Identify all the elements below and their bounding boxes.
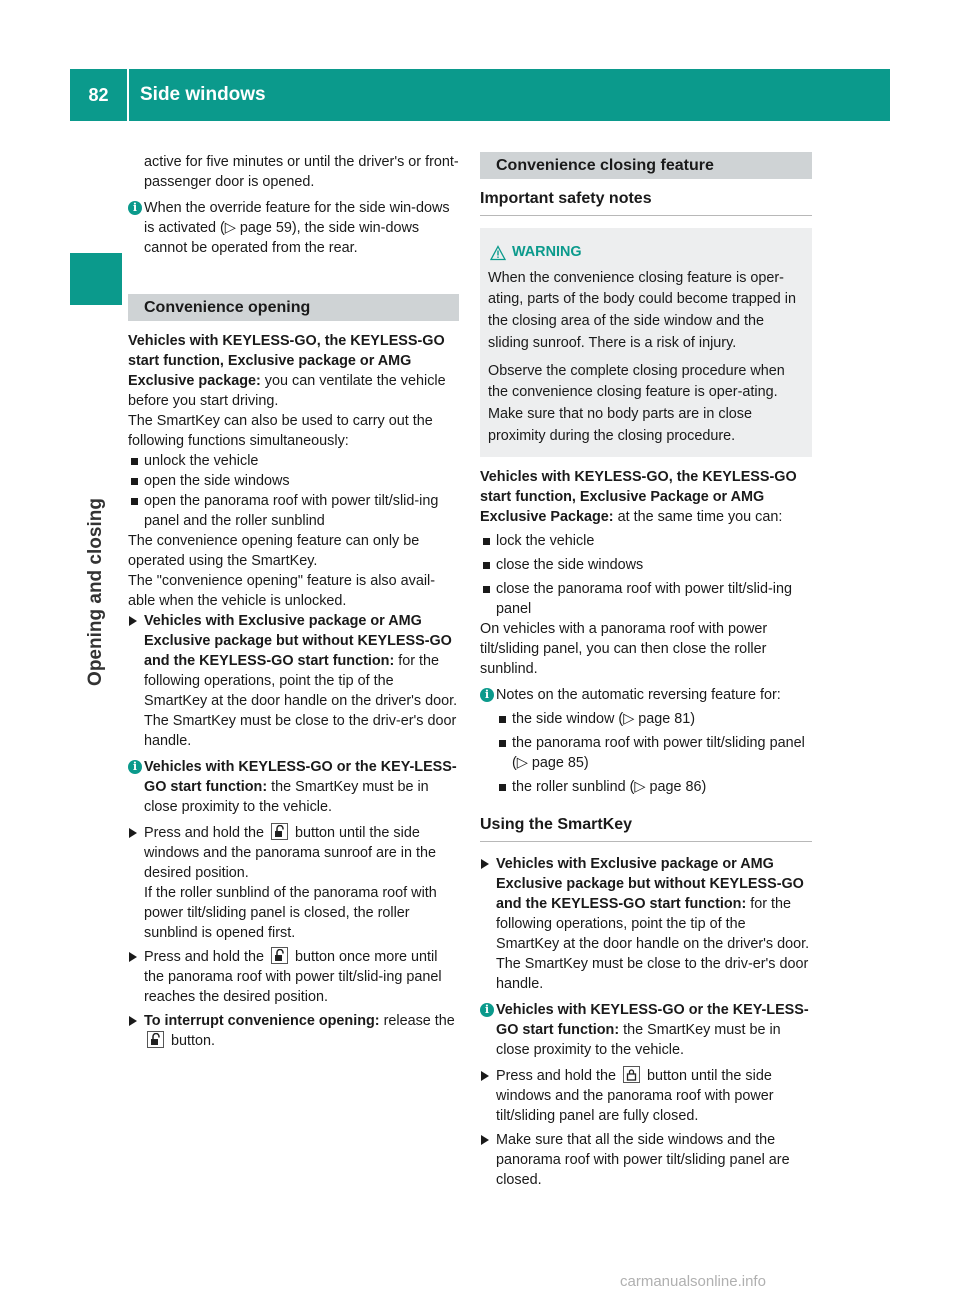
info-text: Notes on the automatic reversing feature for:: [496, 687, 781, 704]
page-title: Side windows: [140, 84, 266, 105]
warning-box: [480, 228, 812, 457]
ref-text: the panorama roof with power tilt/sliding panel (: [512, 735, 805, 772]
lock-icon: [623, 1066, 640, 1083]
info-note-reversing: [480, 685, 812, 705]
only-smartkey-paragraph: The convenience opening feature can only be operated using the SmartKey.: [128, 533, 420, 569]
intro-text: active for five minutes or until the driver's or front-passenger door is opened.: [144, 154, 459, 190]
step-arrow-icon: [129, 1016, 137, 1026]
list-item: [496, 709, 812, 729]
info-text: the SmartKey must be in close proximity to the vehicle.: [144, 779, 429, 815]
step-arrow-icon: [129, 828, 137, 838]
step-text: release the: [379, 1013, 455, 1029]
page-header: [70, 69, 890, 121]
step-exclusive-package: [128, 611, 459, 751]
warning-header: [488, 242, 804, 264]
info-note-text: When the override feature for the side win-dows is activated (: [144, 200, 450, 236]
step-text: for the following operations, point the tip of the SmartKey at the door handle on the driver's door. The SmartKey must be close to the driv-er's door handle.: [144, 653, 458, 749]
page-ref-arrow: ▷: [634, 779, 646, 796]
step-text-post: button.: [171, 1033, 216, 1049]
step-arrow-icon: [481, 1135, 489, 1145]
list-item: open the side windows: [128, 471, 459, 491]
warning-label: WARNING: [512, 244, 582, 260]
step-press-hold-lock: [480, 1066, 812, 1126]
list-item: lock the vehicle: [480, 531, 812, 551]
ref-text: the side window (: [512, 711, 624, 728]
unlock-icon: [271, 823, 288, 840]
info-bold: Vehicles with KEYLESS-GO or the KEY-LESS-GO start function:: [496, 1002, 809, 1039]
page-ref-arrow: ▷: [516, 755, 528, 772]
list-item: close the side windows: [480, 555, 812, 575]
step-bold: Vehicles with Exclusive package or AMG Exclusive package but without KEYLESS-GO and the KEYLESS-GO start function:: [144, 613, 452, 669]
unlock-icon: [271, 947, 288, 964]
header-divider: [127, 69, 129, 121]
left-column: [128, 152, 459, 1051]
side-tab-label: Opening and closing: [85, 498, 106, 686]
step-text-post: button until the side windows and the panorama roof with power tilt/sliding panel are fully closed.: [496, 1068, 774, 1125]
vehicles-text: you can ventilate the vehicle before you start driving.: [128, 373, 446, 409]
list-item: [496, 777, 812, 797]
ref-text-end: ): [690, 711, 696, 728]
warning-text-2: Observe the complete closing procedure when the convenience closing feature is oper-ating. Make sure that no body parts are in close proximity during the closing procedure.: [488, 362, 785, 444]
step-interrupt: [128, 1011, 459, 1051]
vehicles-paragraph: [128, 331, 459, 411]
page-ref-link[interactable]: page 86: [649, 779, 702, 796]
smartkey-paragraph: The SmartKey can also be used to carry out the following functions simultaneously:: [128, 413, 433, 449]
vehicles-text: at the same time you can:: [613, 509, 783, 526]
list-item: open the panorama roof with power tilt/slid-ing panel and the roller sunblind: [128, 491, 459, 531]
list-item: close the panorama roof with power tilt/slid-ing panel: [480, 579, 812, 619]
step-press-hold: [128, 823, 459, 943]
step-exclusive-package: [480, 854, 812, 994]
step-text-pre: Press and hold the: [144, 949, 265, 965]
ref-text-end: ): [701, 779, 707, 796]
page-ref-link[interactable]: page 81: [638, 711, 691, 728]
ref-text: the roller sunblind (: [512, 779, 635, 796]
page-ref-arrow: ▷: [224, 220, 236, 236]
info-text: the SmartKey must be in close proximity to the vehicle.: [496, 1022, 781, 1059]
list-item: unlock the vehicle: [128, 451, 459, 471]
subheading-using-smartkey: Using the SmartKey: [480, 815, 812, 842]
roof-paragraph: On vehicles with a panorama roof with power tilt/sliding panel, you can then close the roller sunblind.: [480, 621, 768, 678]
step-arrow-icon: [481, 859, 489, 869]
info-icon: i: [480, 688, 494, 702]
page-number: 82: [88, 84, 109, 105]
vehicles-bold: Vehicles with KEYLESS-GO, the KEYLESS-GO start function, Exclusive package or AMG Exclusive package:: [128, 333, 445, 389]
step-bold: Vehicles with Exclusive package or AMG Exclusive package but without KEYLESS-GO and the KEYLESS-GO start function:: [496, 856, 804, 913]
info-bold: Vehicles with KEYLESS-GO or the KEY-LESS-GO start function:: [144, 759, 457, 795]
page-ref-link[interactable]: page 59: [239, 220, 292, 236]
step-extra-text: If the roller sunblind of the panorama roof with power tilt/sliding panel is closed, the roller sunblind is opened first.: [144, 885, 437, 941]
ref-text-end: ): [583, 755, 589, 772]
right-column: [480, 152, 812, 1190]
step-text-pre: Press and hold the: [144, 825, 265, 841]
section-heading-convenience-closing: Convenience closing feature: [480, 152, 812, 179]
warning-text: When the convenience closing feature is oper-ating, parts of the body could become trapped in the closing area of the side window and the sliding sunroof. There is a risk of injury.: [488, 269, 797, 351]
side-tab-marker: [70, 253, 122, 305]
vehicles-paragraph: [480, 467, 812, 527]
available-unlocked-paragraph: The "convenience opening" feature is also avail-able when the vehicle is unlocked.: [128, 573, 436, 609]
info-icon: i: [128, 760, 142, 774]
warning-triangle-icon: [490, 245, 506, 261]
vehicles-bold: Vehicles with KEYLESS-GO, the KEYLESS-GO start function, Exclusive Package or AMG Exclusive Package:: [480, 469, 797, 526]
page-ref-arrow: ▷: [623, 711, 635, 728]
footer-watermark: carmanualsonline.info: [620, 1273, 766, 1290]
step-make-sure-closed: [480, 1130, 812, 1190]
step-text-pre: Press and hold the: [496, 1068, 617, 1085]
step-bold: To interrupt convenience opening:: [144, 1013, 380, 1029]
subheading-safety-notes: Important safety notes: [480, 189, 812, 216]
step-text-post: button until the side windows and the panorama sunroof are in the desired position.: [144, 825, 436, 881]
step-arrow-icon: [481, 1071, 489, 1081]
step-arrow-icon: [129, 616, 137, 626]
info-icon: i: [480, 1003, 494, 1017]
step-text: Make sure that all the side windows and the panorama roof with power tilt/sliding panel are closed.: [496, 1132, 790, 1189]
info-icon: i: [128, 201, 142, 215]
step-text: for the following operations, point the tip of the SmartKey at the door handle on the driver's door. The SmartKey must be close to the driv-er's door handle.: [496, 896, 810, 993]
info-note-keyless: [128, 757, 459, 817]
info-note-keyless: [480, 1000, 812, 1060]
info-note-text-end: ), the side win-dows cannot be operated from the rear.: [144, 220, 420, 256]
info-note-override: [128, 198, 459, 258]
section-heading-convenience-opening: Convenience opening: [128, 294, 459, 321]
step-press-hold-again: [128, 947, 459, 1007]
step-text-post: button once more until the panorama roof with power tilt/slid-ing panel reaches the desired position.: [144, 949, 442, 1005]
page-ref-link[interactable]: page 85: [531, 755, 584, 772]
step-arrow-icon: [129, 952, 137, 962]
unlock-icon: [147, 1031, 164, 1048]
list-item: [496, 733, 812, 773]
